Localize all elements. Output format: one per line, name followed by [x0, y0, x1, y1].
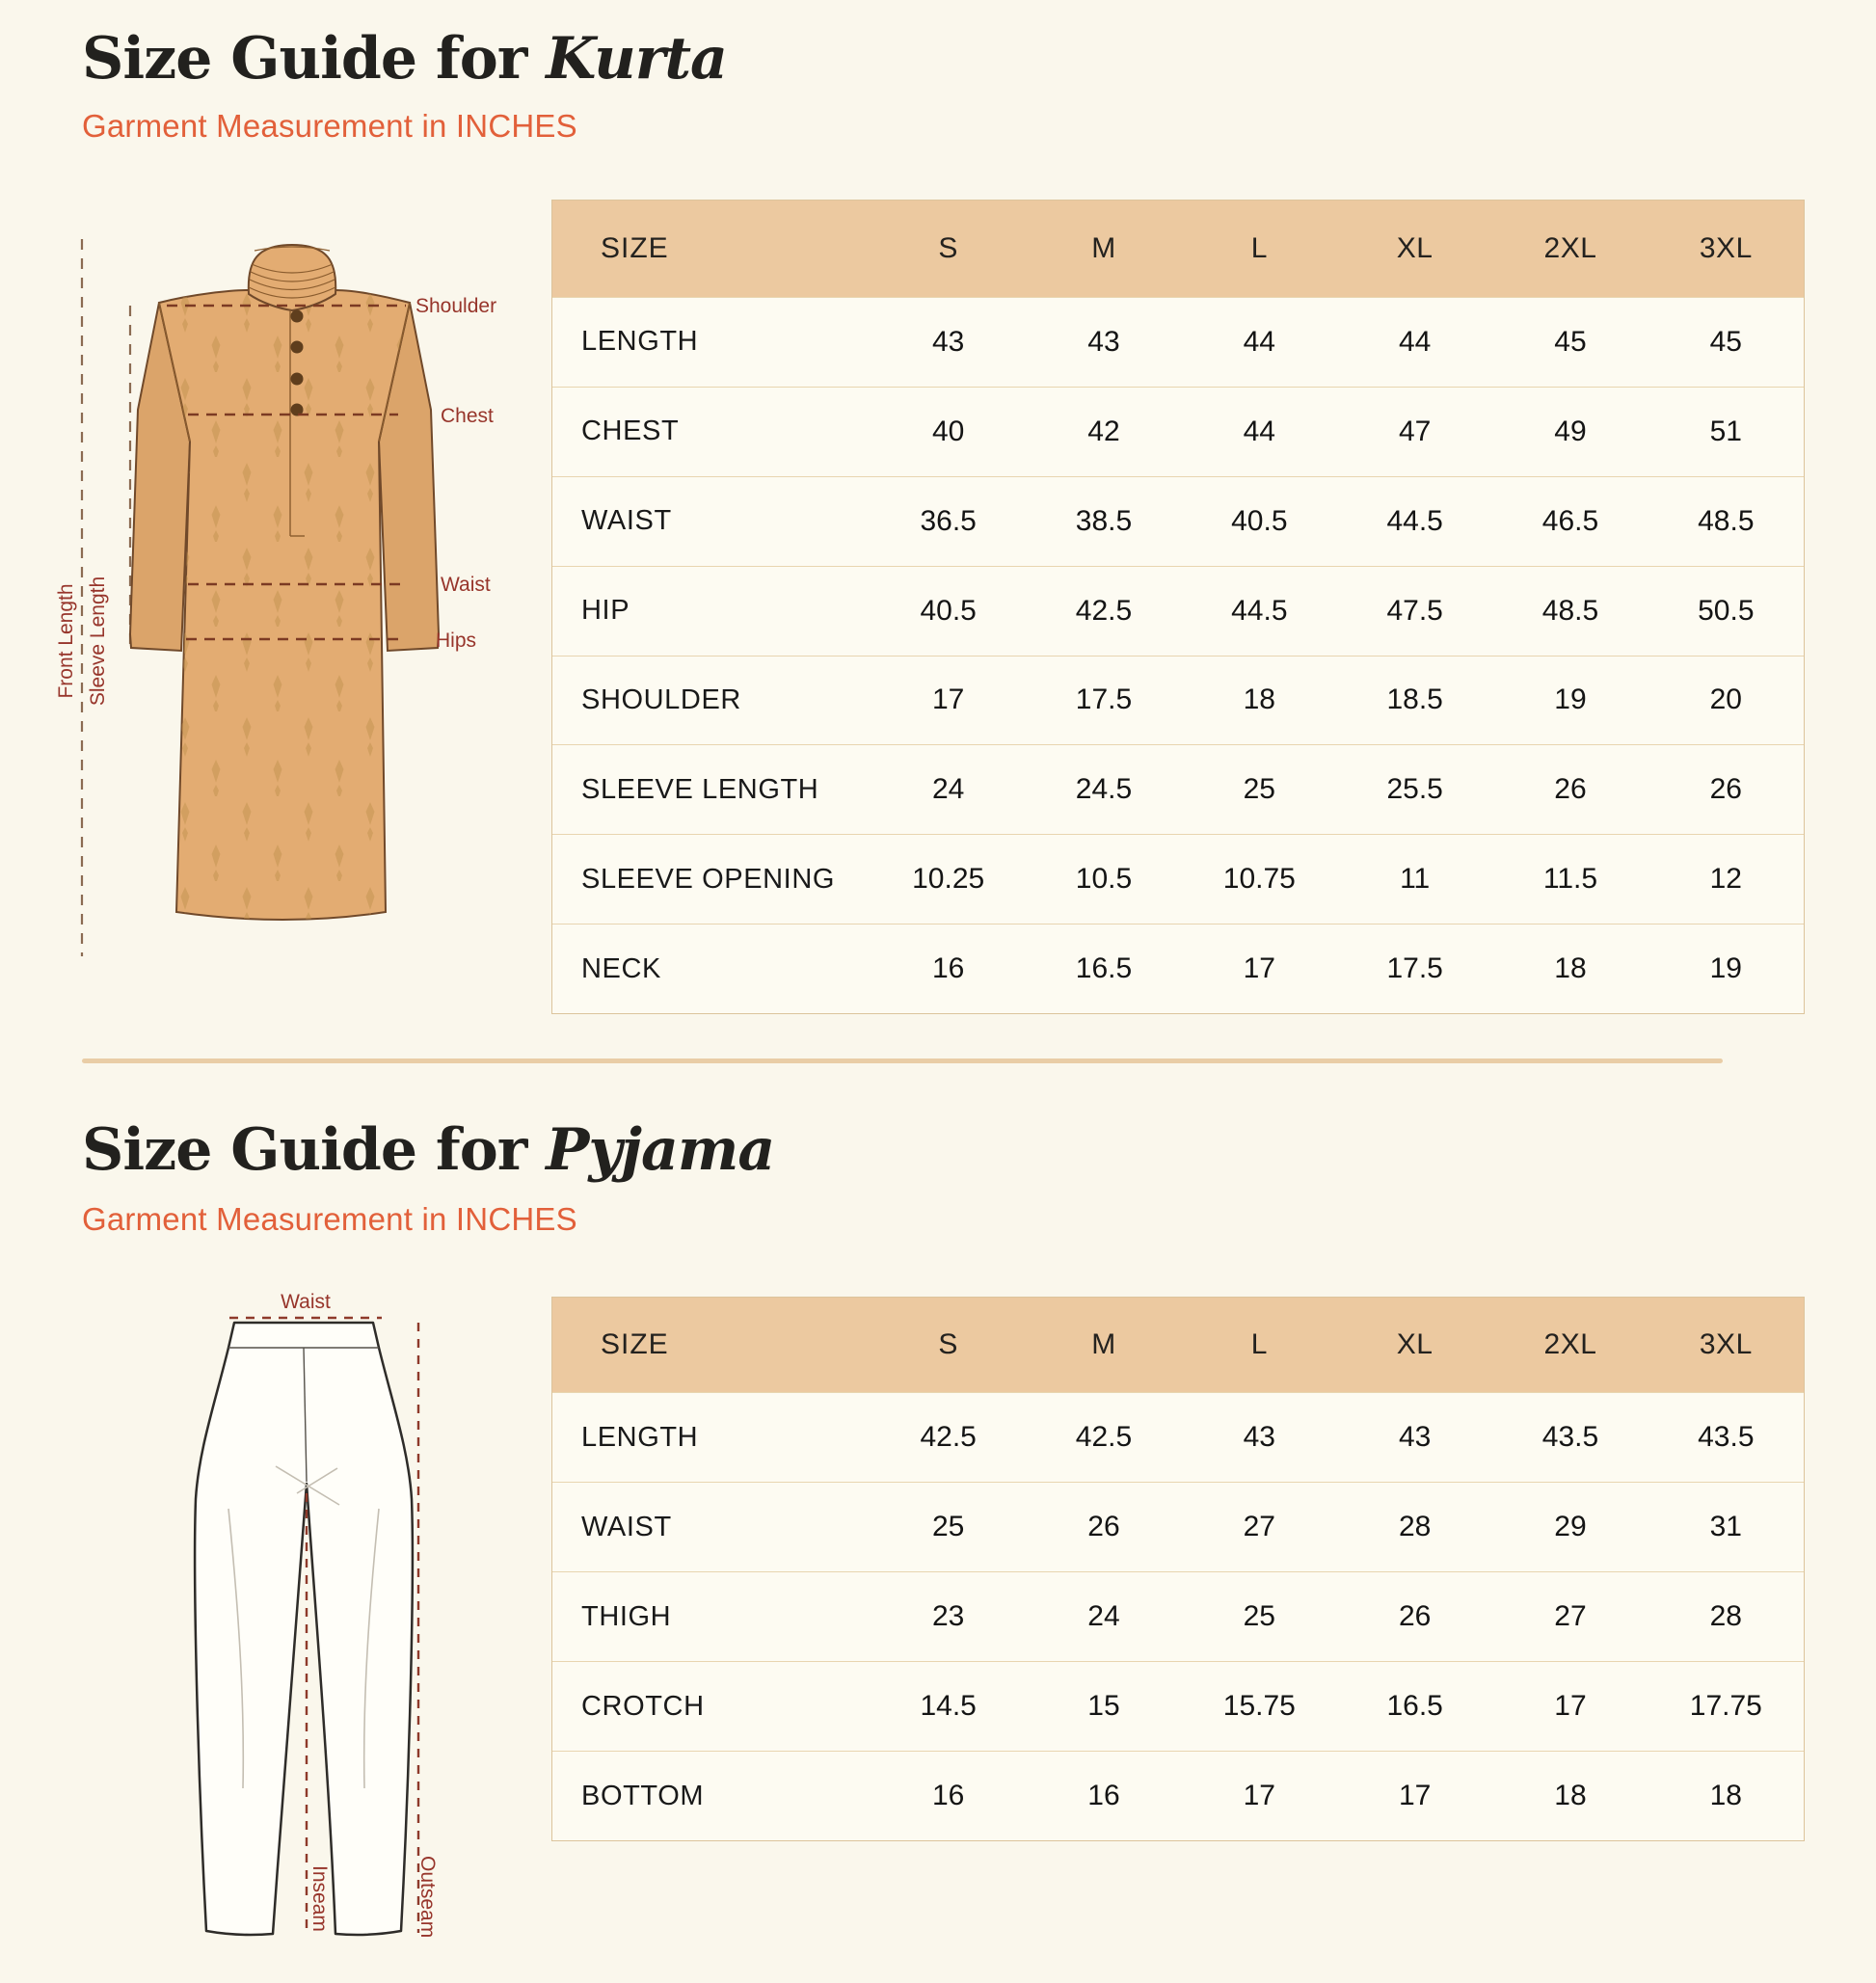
table-cell: 42	[1026, 387, 1181, 476]
pyjama-header-l: L	[1182, 1298, 1337, 1392]
pyjama-header-2xl: 2XL	[1492, 1298, 1648, 1392]
row-label: WAIST	[552, 476, 871, 566]
table-cell: 14.5	[871, 1661, 1026, 1751]
table-cell: 17	[1492, 1661, 1648, 1751]
table-cell: 12	[1648, 834, 1804, 924]
kurta-header-l: L	[1182, 201, 1337, 297]
table-cell: 19	[1648, 924, 1804, 1013]
table-cell: 16	[1026, 1751, 1181, 1840]
kurta-header-2xl: 2XL	[1492, 201, 1648, 297]
kurta-header-3xl: 3XL	[1648, 201, 1804, 297]
table-cell: 36.5	[871, 476, 1026, 566]
row-label: CHEST	[552, 387, 871, 476]
table-cell: 43	[871, 297, 1026, 387]
pyjama-header-3xl: 3XL	[1648, 1298, 1804, 1392]
table-cell: 15.75	[1182, 1661, 1337, 1751]
table-cell: 23	[871, 1571, 1026, 1661]
table-cell: 47	[1337, 387, 1492, 476]
pyjama-title-prefix: Size Guide for	[82, 1116, 547, 1184]
table-cell: 10.5	[1026, 834, 1181, 924]
kurta-page-title	[82, 25, 727, 93]
table-cell: 43.5	[1648, 1392, 1804, 1482]
table-cell: 44.5	[1182, 566, 1337, 656]
table-cell: 26	[1648, 744, 1804, 834]
pyjama-subtitle: Garment Measurement in INCHES	[82, 1201, 577, 1237]
table-cell: 40.5	[871, 566, 1026, 656]
table-cell: 24.5	[1026, 744, 1181, 834]
table-cell: 17	[871, 656, 1026, 745]
table-cell: 44	[1182, 387, 1337, 476]
table-cell: 20	[1648, 656, 1804, 745]
table-cell: 27	[1492, 1571, 1648, 1661]
sleeve-length-label: Sleeve Length	[87, 576, 109, 707]
table-cell: 17	[1182, 1751, 1337, 1840]
table-cell: 42.5	[1026, 1392, 1181, 1482]
hips-label: Hips	[436, 630, 477, 652]
table-cell: 26	[1026, 1482, 1181, 1571]
table-cell: 17.5	[1337, 924, 1492, 1013]
table-cell: 17.75	[1648, 1661, 1804, 1751]
row-label: SHOULDER	[552, 656, 871, 745]
kurta-size-table	[551, 200, 1805, 1014]
table-cell: 27	[1182, 1482, 1337, 1571]
kurta-header-s: S	[871, 201, 1026, 297]
table-cell: 45	[1492, 297, 1648, 387]
table-cell: 38.5	[1026, 476, 1181, 566]
table-cell: 45	[1648, 297, 1804, 387]
table-cell: 16	[871, 1751, 1026, 1840]
section-divider	[82, 1058, 1723, 1063]
table-cell: 44.5	[1337, 476, 1492, 566]
table-cell: 43	[1026, 297, 1181, 387]
table-cell: 24	[1026, 1571, 1181, 1661]
pyjama-diagram	[106, 1287, 492, 1962]
table-cell: 11	[1337, 834, 1492, 924]
table-cell: 40.5	[1182, 476, 1337, 566]
pyjama-waist-label: Waist	[281, 1291, 331, 1313]
table-cell: 26	[1337, 1571, 1492, 1661]
row-label: SLEEVE LENGTH	[552, 744, 871, 834]
table-cell: 19	[1492, 656, 1648, 745]
table-cell: 16.5	[1337, 1661, 1492, 1751]
chest-label: Chest	[441, 405, 494, 427]
row-label: LENGTH	[552, 297, 871, 387]
shoulder-label: Shoulder	[415, 295, 497, 317]
table-cell: 47.5	[1337, 566, 1492, 656]
table-cell: 46.5	[1492, 476, 1648, 566]
table-cell: 48.5	[1492, 566, 1648, 656]
pyjama-body	[195, 1323, 413, 1935]
kurta-subtitle: Garment Measurement in INCHES	[82, 108, 577, 144]
table-cell: 15	[1026, 1661, 1181, 1751]
table-cell: 28	[1648, 1571, 1804, 1661]
kurta-collar	[249, 245, 335, 310]
table-cell: 10.75	[1182, 834, 1337, 924]
pyjama-header-xl: XL	[1337, 1298, 1492, 1392]
table-cell: 18.5	[1337, 656, 1492, 745]
table-cell: 28	[1337, 1482, 1492, 1571]
table-cell: 18	[1648, 1751, 1804, 1840]
pyjama-header-m: M	[1026, 1298, 1181, 1392]
table-cell: 44	[1182, 297, 1337, 387]
kurta-diagram	[43, 202, 545, 1032]
row-label: SLEEVE OPENING	[552, 834, 871, 924]
table-cell: 51	[1648, 387, 1804, 476]
table-cell: 50.5	[1648, 566, 1804, 656]
table-cell: 42.5	[871, 1392, 1026, 1482]
table-cell: 49	[1492, 387, 1648, 476]
table-cell: 11.5	[1492, 834, 1648, 924]
kurta-body-pattern	[159, 290, 410, 920]
table-cell: 40	[871, 387, 1026, 476]
table-cell: 43.5	[1492, 1392, 1648, 1482]
table-cell: 25.5	[1337, 744, 1492, 834]
table-cell: 42.5	[1026, 566, 1181, 656]
table-cell: 31	[1648, 1482, 1804, 1571]
table-cell: 48.5	[1648, 476, 1804, 566]
row-label: WAIST	[552, 1482, 871, 1571]
row-label: NECK	[552, 924, 871, 1013]
table-cell: 25	[1182, 744, 1337, 834]
waist-label: Waist	[441, 574, 491, 596]
table-cell: 25	[1182, 1571, 1337, 1661]
table-cell: 18	[1182, 656, 1337, 745]
table-cell: 44	[1337, 297, 1492, 387]
kurta-header-size: SIZE	[552, 201, 871, 297]
table-cell: 43	[1182, 1392, 1337, 1482]
table-cell: 18	[1492, 924, 1648, 1013]
table-cell: 17	[1182, 924, 1337, 1013]
row-label: BOTTOM	[552, 1751, 871, 1840]
pyjama-header-size: SIZE	[552, 1298, 871, 1392]
table-cell: 26	[1492, 744, 1648, 834]
table-cell: 24	[871, 744, 1026, 834]
pyjama-size-table	[551, 1297, 1805, 1841]
row-label: THIGH	[552, 1571, 871, 1661]
table-cell: 29	[1492, 1482, 1648, 1571]
kurta-header-m: M	[1026, 201, 1181, 297]
table-cell: 16.5	[1026, 924, 1181, 1013]
outseam-label: Outseam	[416, 1856, 439, 1939]
row-label: LENGTH	[552, 1392, 871, 1482]
row-label: HIP	[552, 566, 871, 656]
pyjama-title-garment: Pyjama	[546, 1116, 775, 1184]
table-cell: 18	[1492, 1751, 1648, 1840]
pyjama-header-s: S	[871, 1298, 1026, 1392]
kurta-title-garment: Kurta	[546, 25, 727, 93]
table-cell: 10.25	[871, 834, 1026, 924]
front-length-label: Front Length	[55, 583, 77, 699]
row-label: CROTCH	[552, 1661, 871, 1751]
table-cell: 17	[1337, 1751, 1492, 1840]
pyjama-page-title	[82, 1116, 774, 1184]
kurta-header-xl: XL	[1337, 201, 1492, 297]
kurta-title-prefix: Size Guide for	[82, 25, 547, 93]
table-cell: 25	[871, 1482, 1026, 1571]
table-cell: 43	[1337, 1392, 1492, 1482]
table-cell: 16	[871, 924, 1026, 1013]
table-cell: 17.5	[1026, 656, 1181, 745]
inseam-label: Inseam	[308, 1865, 331, 1932]
